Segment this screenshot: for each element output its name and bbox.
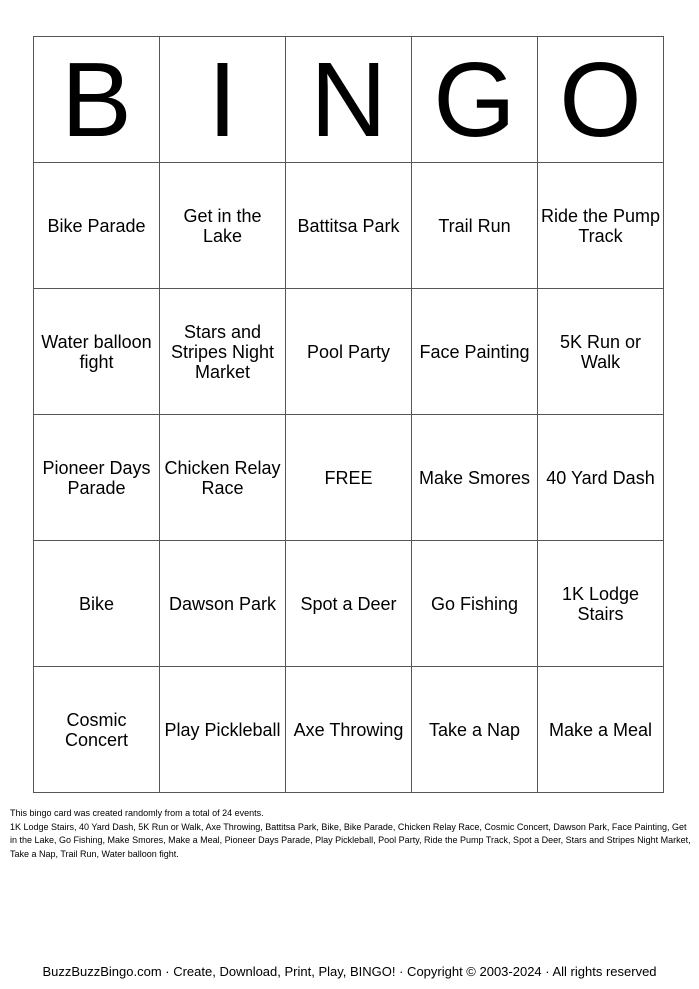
info-summary: This bingo card was created randomly from a total of 24 events. xyxy=(10,808,264,818)
card-row xyxy=(34,415,664,541)
bingo-cell: Ride the Pump Track xyxy=(538,163,664,289)
header-letter: I xyxy=(160,37,286,163)
bingo-cell: Dawson Park xyxy=(160,541,286,667)
bingo-card xyxy=(33,36,664,793)
bingo-cell: Bike xyxy=(34,541,160,667)
bingo-cell: Battitsa Park xyxy=(286,163,412,289)
header-letter: N xyxy=(286,37,412,163)
bingo-cell: Spot a Deer xyxy=(286,541,412,667)
bingo-cell: Make Smores xyxy=(412,415,538,541)
card-row xyxy=(34,163,664,289)
header-letter: G xyxy=(412,37,538,163)
bingo-cell: 5K Run or Walk xyxy=(538,289,664,415)
header-row xyxy=(34,37,664,163)
bingo-cell: Trail Run xyxy=(412,163,538,289)
card-row xyxy=(34,289,664,415)
bingo-cell: 40 Yard Dash xyxy=(538,415,664,541)
bingo-cell: Take a Nap xyxy=(412,667,538,793)
header-letter: O xyxy=(538,37,664,163)
card-row xyxy=(34,541,664,667)
footer: BuzzBuzzBingo.com · Create, Download, Print, Play, BINGO! · Copyright © 2003-2024 · All rights reserved xyxy=(42,964,657,979)
bingo-cell: Face Painting xyxy=(412,289,538,415)
header-letter: B xyxy=(34,37,160,163)
bingo-cell: Chicken Relay Race xyxy=(160,415,286,541)
bingo-cell: Go Fishing xyxy=(412,541,538,667)
bingo-cell: Stars and Stripes Night Market xyxy=(160,289,286,415)
bingo-cell: Axe Throwing xyxy=(286,667,412,793)
card-row xyxy=(34,667,664,793)
bingo-cell: Cosmic Concert xyxy=(34,667,160,793)
card-info xyxy=(10,807,694,861)
bingo-cell: Pool Party xyxy=(286,289,412,415)
bingo-cell: Water balloon fight xyxy=(34,289,160,415)
bingo-cell: Pioneer Days Parade xyxy=(34,415,160,541)
bingo-cell: Play Pickleball xyxy=(160,667,286,793)
bingo-cell: Bike Parade xyxy=(34,163,160,289)
bingo-cell: Make a Meal xyxy=(538,667,664,793)
bingo-cell: 1K Lodge Stairs xyxy=(538,541,664,667)
info-events: 1K Lodge Stairs, 40 Yard Dash, 5K Run or Walk, Axe Throwing, Battitsa Park, Bike, Bike Parade, Chicken Relay Race, Cosmic Concert, Dawson Park, Face Painting, Get in the Lake, Go Fishing, Make Smores, Make a Meal, Pioneer Days Parade, Play Pickleball, Pool Party, Ride the Pump Track, Spot a Deer, Stars and Stripes Night Market, Take a Nap, Trail Run, Water balloon fight. xyxy=(10,821,691,859)
bingo-cell: FREE xyxy=(286,415,412,541)
bingo-cell: Get in the Lake xyxy=(160,163,286,289)
